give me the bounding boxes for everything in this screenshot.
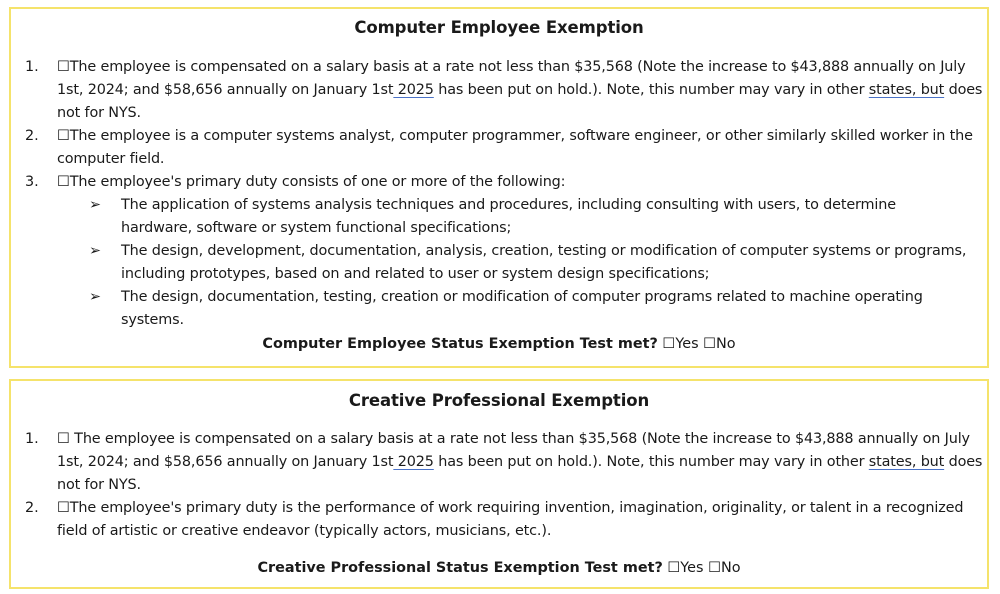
list-number: 1. <box>25 59 39 75</box>
list-item-text: not for NYS. <box>57 105 141 121</box>
bullet-item-text: The application of systems analysis techniques and procedures, including consulting with users, to determine <box>121 197 896 213</box>
section-title: Computer Employee Exemption <box>354 18 644 37</box>
bullet-arrow-icon: ➢ <box>89 243 102 259</box>
list-item-text: ☐The employee's primary duty consists of one or more of the following: <box>57 174 566 190</box>
bullet-arrow-icon: ➢ <box>89 289 102 305</box>
yes-no-checkboxes[interactable]: ☐Yes ☐No <box>662 560 741 576</box>
list-number: 2. <box>25 128 39 144</box>
bullet-item-text: The design, development, documentation, analysis, creation, testing or modification of computer systems or programs, <box>121 243 967 259</box>
list-item-text: ☐The employee is compensated on a salary basis at a rate not less than $35,568 (Note the increase to $43,888 annually on July <box>57 59 966 75</box>
status-label: Computer Employee Status Exemption Test met? <box>262 336 658 352</box>
section-title: Creative Professional Exemption <box>348 391 650 410</box>
list-number: 3. <box>25 174 39 190</box>
creative-exemption-section <box>9 379 989 589</box>
list-item-text: 1st, 2024; and $58,656 annually on January 1st 2025 has been put on hold.). Note, this number may vary in other states, but does <box>57 82 983 98</box>
status-label: Creative Professional Status Exemption Test met? <box>257 560 663 576</box>
bullet-item-text: including prototypes, based on and related to user or system design specifications; <box>121 266 710 282</box>
list-number: 2. <box>25 500 39 516</box>
status-question <box>11 560 987 576</box>
list-item-text: ☐ The employee is compensated on a salary basis at a rate not less than $35,568 (Note the increase to $43,888 annually on July <box>57 431 970 447</box>
status-question <box>11 336 987 352</box>
computer-exemption-section <box>9 7 989 368</box>
list-item-text: ☐The employee is a computer systems analyst, computer programmer, software engineer, or other similarly skilled worker in the <box>57 128 973 144</box>
list-item-text: ☐The employee's primary duty is the performance of work requiring invention, imagination, originality, or talent in a recognized <box>57 500 964 516</box>
list-item-text: not for NYS. <box>57 477 141 493</box>
yes-no-checkboxes[interactable]: ☐Yes ☐No <box>657 336 736 352</box>
bullet-item-text: systems. <box>121 312 184 328</box>
bullet-item-text: hardware, software or system functional specifications; <box>121 220 512 236</box>
bullet-item-text: The design, documentation, testing, creation or modification of computer programs related to machine operating <box>121 289 923 305</box>
list-item-text: 1st, 2024; and $58,656 annually on January 1st 2025 has been put on hold.). Note, this number may vary in other states, but does <box>57 454 983 470</box>
list-item-text: field of artistic or creative endeavor (typically actors, musicians, etc.). <box>57 523 552 539</box>
bullet-arrow-icon: ➢ <box>89 197 102 213</box>
list-item-text: computer field. <box>57 151 165 167</box>
list-number: 1. <box>25 431 39 447</box>
